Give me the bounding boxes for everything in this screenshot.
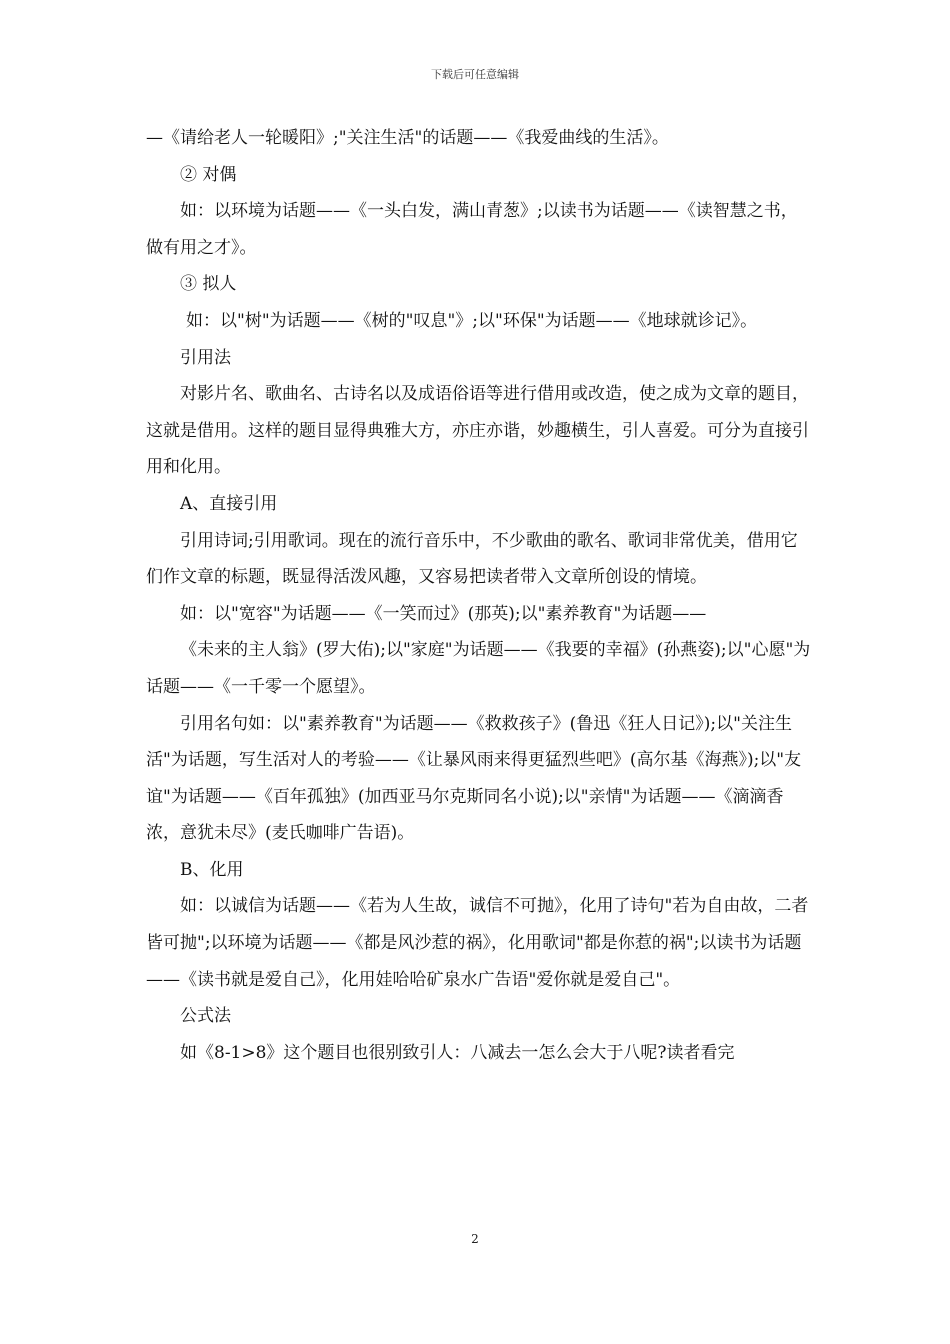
document-body (146, 120, 812, 1071)
page-number: 2 (471, 1232, 479, 1246)
paragraph: 如《8-1>8》这个题目也很别致引人：八减去一怎么会大于八呢?读者看完 (180, 1042, 735, 1063)
paragraph: 公式法 (180, 1006, 231, 1027)
paragraph: 如：以"树"为话题——《树的"叹息"》;以"环保"为话题——《地球就诊记》。 (186, 310, 758, 331)
paragraph: —《请给老人一轮暖阳》;"关注生活"的话题——《我爱曲线的生活》。 (146, 128, 669, 148)
paragraph: 《未来的主人翁》(罗大佑);以"家庭"为话题——《我要的幸福》(孙燕姿);以"心愿"为话题——《一千零一个愿望》。 (146, 640, 811, 697)
paragraph: B、化用 (180, 859, 244, 880)
paragraph: 如：以环境为话题——《一头白发，满山青葱》;以读书为话题——《读智慧之书，做有用之才》。 (146, 201, 798, 258)
paragraph: ② 对偶 (180, 164, 237, 185)
paragraph: 对影片名、歌曲名、古诗名以及成语俗语等进行借用或改造，使之成为文章的题目，这就是借用。这样的题目显得典雅大方，亦庄亦谐，妙趣横生，引人喜爱。可分为直接引用和化用。 (146, 384, 809, 478)
page-header: 下载后可任意编辑 (431, 68, 519, 81)
paragraph: 引用诗词;引用歌词。现在的流行音乐中，不少歌曲的歌名、歌词非常优美，借用它们作文章的标题，既显得活泼风趣，又容易把读者带入文章所创设的情境。 (146, 530, 798, 588)
paragraph: 如：以"宽容"为话题——《一笑而过》(那英);以"素养教育"为话题—— (180, 603, 707, 624)
paragraph: A、直接引用 (180, 493, 278, 514)
paragraph: ③ 拟人 (180, 274, 237, 295)
paragraph: 如：以诚信为话题——《若为人生故，诚信不可抛》，化用了诗句"若为自由故，二者皆可抛";以环境为话题——《都是风沙惹的祸》，化用歌词"都是你惹的祸";以读书为话题——《读书就是爱自己》，化用娃哈哈矿泉水广告语"爱你就是爱自己"。 (146, 896, 809, 990)
paragraph: 引用法 (180, 347, 231, 368)
paragraph: 引用名句如：以"素养教育"为话题——《救救孩子》(鲁迅《狂人日记》);以"关注生活"为话题，写生活对人的考验——《让暴风雨来得更猛烈些吧》(高尔基《海燕》);以"友谊"为话题——《百年孤独》(加西亚马尔克斯同名小说);以"亲情"为话题——《滴滴香浓，意犹未尽》(麦氏咖啡广告语)。 (146, 713, 802, 844)
